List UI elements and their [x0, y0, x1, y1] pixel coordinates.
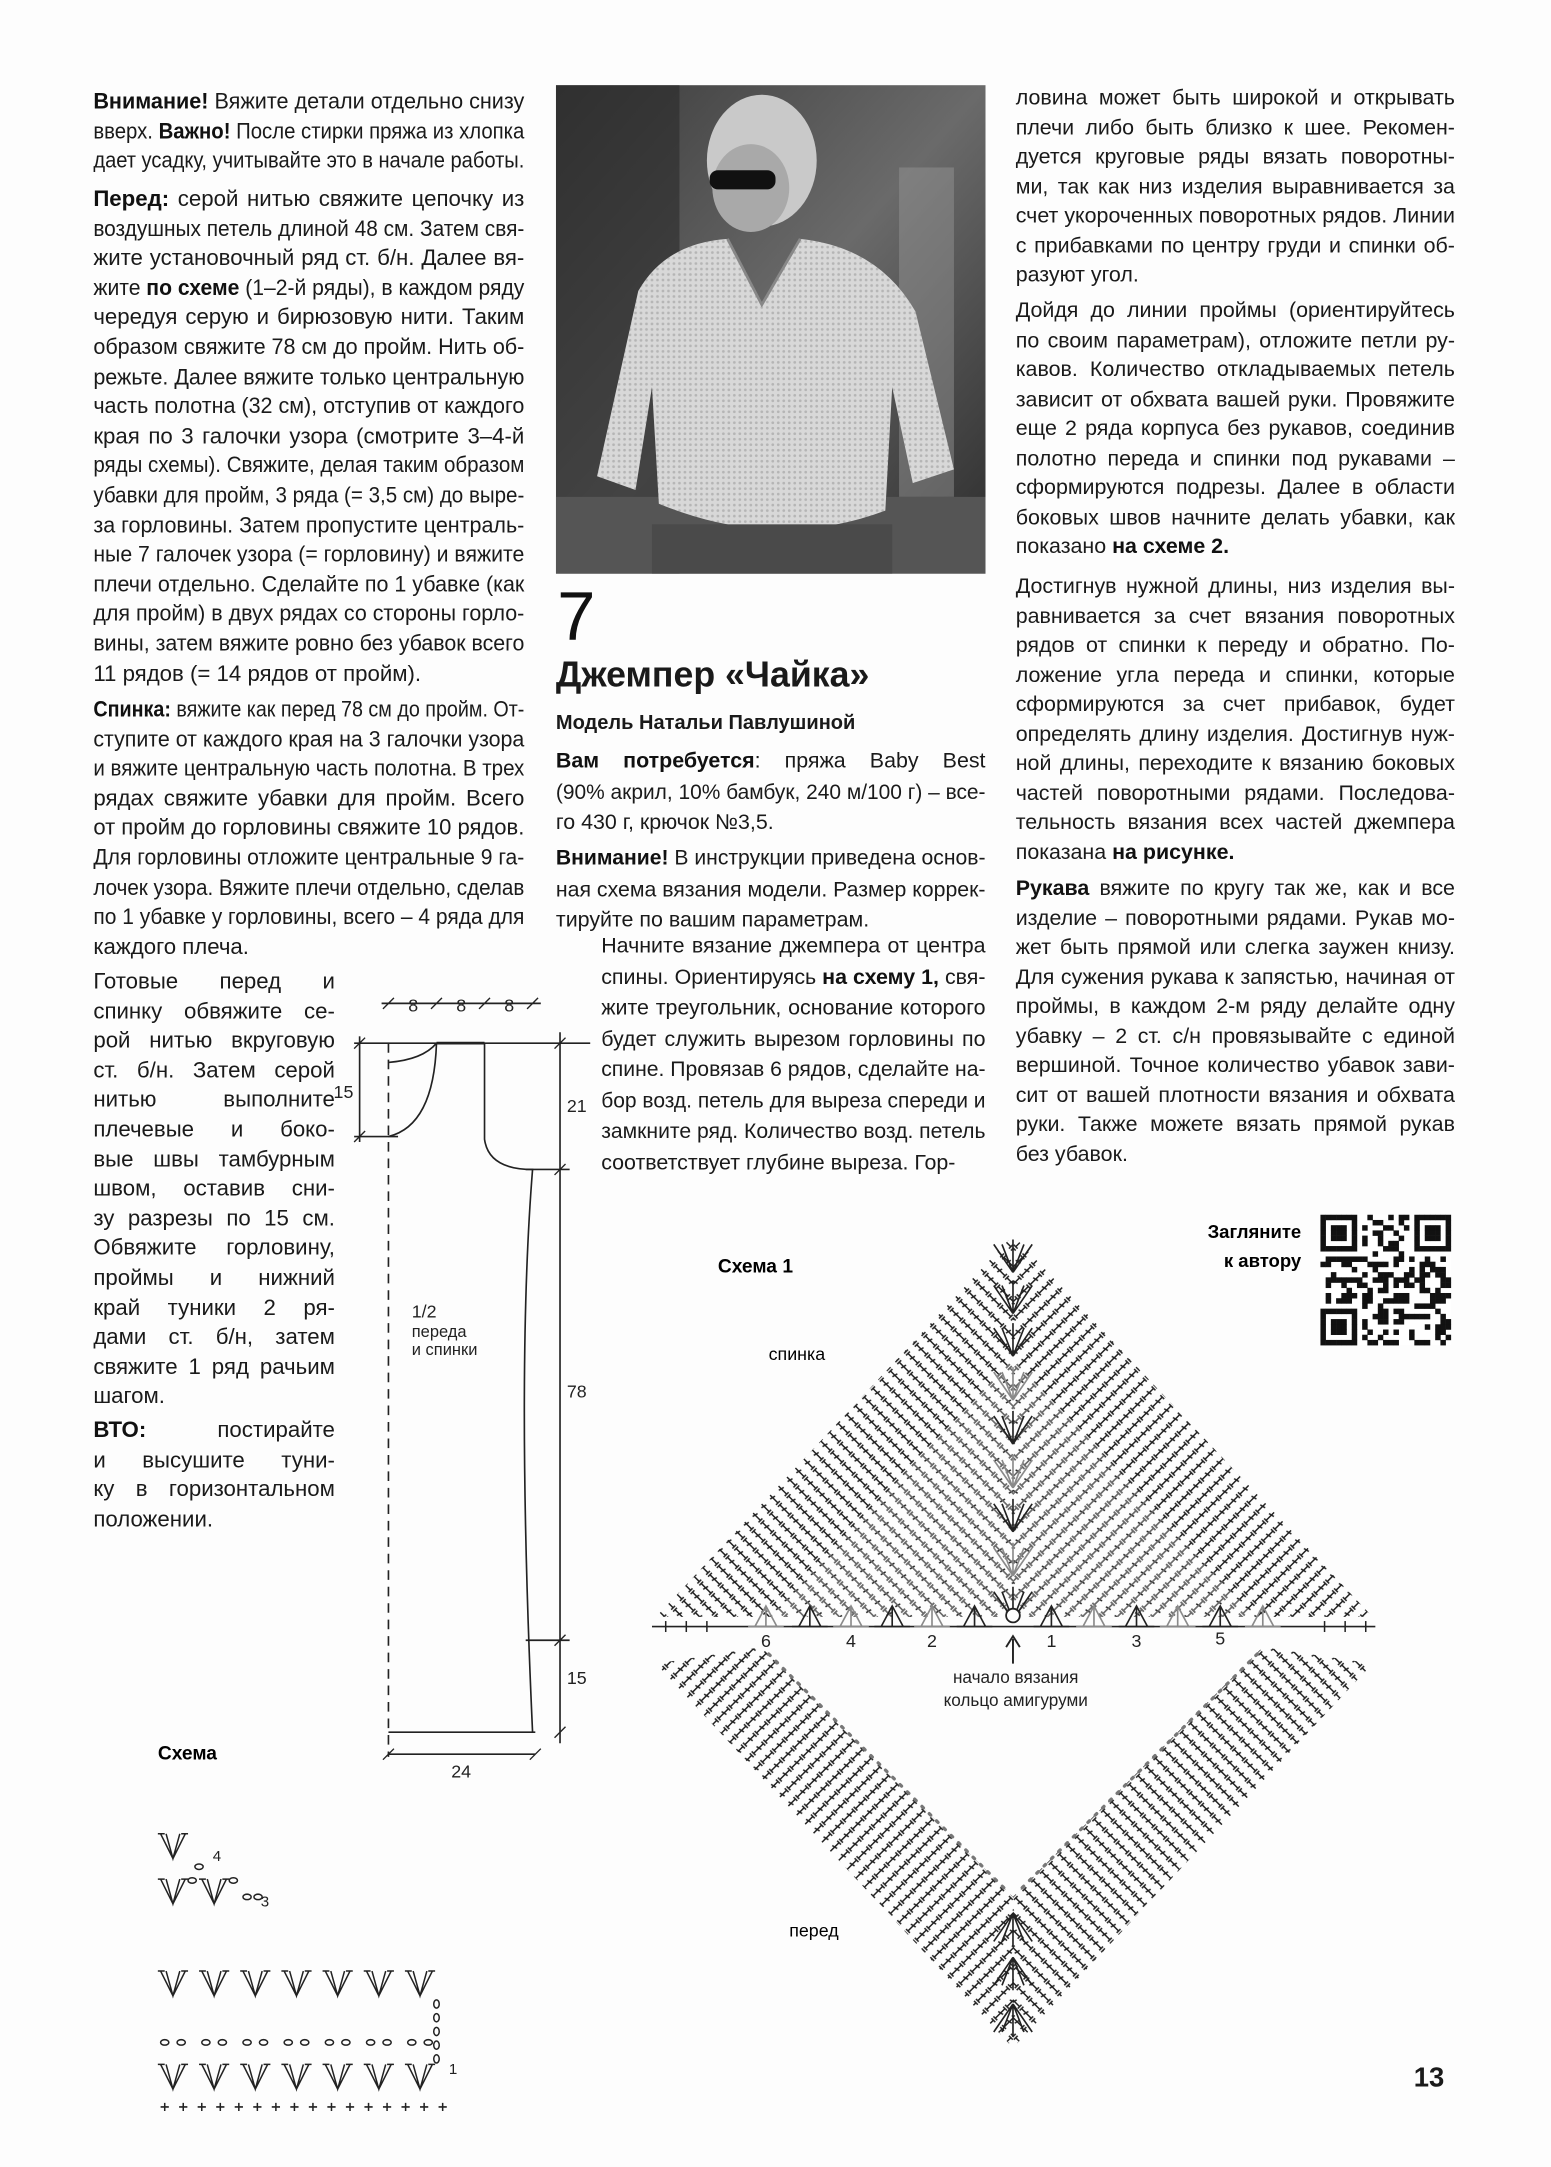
width-label: 8 [456, 995, 467, 1016]
row-label: 3 [260, 1893, 270, 1911]
shell-stitch [199, 1879, 229, 1904]
text-line: края по 3 галочки узора (смотрите 3–4-й [93, 423, 525, 449]
text-line: для пройм) в двух рядах со стороны горло- [93, 601, 525, 627]
text-line: частей поворотными рядами. Последова- [1015, 781, 1455, 806]
text-line: плечевые и боко- [93, 1117, 335, 1142]
text-line: руки. Также можете вязать прямой рукав [1015, 1113, 1455, 1137]
row-number: 3 [1131, 1631, 1142, 1652]
sc-stitch [401, 2103, 409, 2111]
text-line: вершиной. Точное количество убавок зави- [1015, 1054, 1455, 1078]
chain-loop [161, 2040, 169, 2045]
text-line: зу разрезы по 15 см. [93, 1206, 335, 1231]
width-label: 8 [408, 995, 419, 1016]
shell-stitch [405, 1971, 435, 1996]
chain-loop [434, 2000, 439, 2008]
text-line: ст. б/н. Затем серой [93, 1057, 335, 1083]
text-line: Готовые перед и [93, 969, 335, 994]
text-line: замкните ряд. Количество возд. петель [601, 1120, 986, 1144]
chain-loop [259, 2040, 267, 2045]
text-line: свяжите 1 ряд рачьим [93, 1354, 335, 1380]
text-line: рядах свяжите убавки для пройм. Всего [93, 786, 525, 811]
text-line: без убавок. [1015, 1142, 1128, 1167]
text-line: бор возд. петель для выреза спереди и [601, 1089, 986, 1113]
text-line: определять длину изделия. Достигнув нуж- [1015, 722, 1455, 747]
bold-text: Вам потребуется [555, 749, 755, 773]
row-number: 5 [1215, 1628, 1226, 1649]
shell-stitch [158, 1879, 188, 1904]
text-line: сформируются подрезы. Далее в области [1015, 476, 1455, 500]
shell-stitch [323, 1971, 353, 1996]
shell-stitch [199, 1971, 229, 1996]
row-number: 4 [846, 1631, 856, 1652]
sc-stitch [327, 2103, 335, 2111]
text-line: тельность вязания всех частей джемпера [1015, 811, 1455, 835]
start-note: начало вязания [952, 1666, 1079, 1687]
small-stitch-chart [158, 1834, 447, 2111]
text-line: с прибавками по центру груди и спинки об- [1015, 234, 1455, 258]
chain-loop [424, 2040, 432, 2045]
shell-stitch [364, 1971, 394, 1996]
text-line: убавки для пройм, 3 ряда (= 3,5 см) до выре- [93, 483, 525, 508]
chain-loop [229, 1878, 237, 1883]
text-line: ной длины, переходите к вязанию боковых [1015, 752, 1455, 776]
text-line: сит от вашей плотности вязания и обхвата [1015, 1083, 1455, 1108]
shell-stitch [158, 1971, 188, 1996]
row-number: 2 [927, 1631, 937, 1652]
sc-stitch [346, 2103, 354, 2111]
piece-label: переда [411, 1322, 467, 1341]
bold-text: на рисунке. [1112, 840, 1235, 865]
bold-text: Рукава [1015, 877, 1090, 901]
text-line: по 1 убавке у горловины, всего – 4 ряда для [93, 904, 525, 930]
text-line: положении. [93, 1506, 214, 1532]
slit-label: 15 [566, 1668, 587, 1689]
shell-stitch [323, 2064, 353, 2089]
shell-stitch [364, 2064, 394, 2089]
bold-text: на схему 1, [822, 965, 939, 989]
text-line: и высушите туни- [93, 1447, 335, 1473]
text-line: дуется круговые ряды вязать поворотны- [1015, 145, 1455, 169]
start-note: кольцо амигуруми [943, 1690, 1088, 1711]
shell-stitch [240, 1971, 270, 1996]
row-label: 4 [212, 1848, 222, 1866]
text-line: чередуя серую и бирюзовую нити. Таким [93, 305, 525, 330]
text-line: рой нитью вкруговую [93, 1028, 335, 1054]
piece-label: 1/2 [411, 1301, 437, 1322]
sc-stitch [253, 2103, 261, 2111]
chain-loop [218, 2040, 226, 2045]
text-line: Вам потребуется: пряжа Baby Best [555, 749, 986, 773]
text-line: еще 2 ряда корпуса без рукавов, соединив [1015, 417, 1455, 441]
text-line: плечи отдельно. Сделайте по 1 убавке (как [93, 571, 525, 597]
neck-depth-label: 15 [333, 1082, 354, 1103]
text-line: дает усадку, учитывайте это в начале работы. [93, 148, 525, 174]
pattern-author: Модель Натальи Павлушиной [555, 712, 856, 735]
bottom-width-label: 24 [451, 1761, 472, 1782]
text-line: убавку – 2 ст. с/н провязывайте с единой [1015, 1024, 1455, 1048]
text-line: за горловины. Затем пропустите централь- [93, 512, 525, 538]
bold-text: Спинка: [93, 697, 171, 722]
text-line: ные 7 галочек узора (= горловину) и вяжите [93, 542, 525, 568]
text-line: показана на рисунке. [1015, 840, 1235, 865]
text-line: счет укороченных поворотных рядов. Линии [1015, 204, 1455, 228]
text-line: ложение угла переда и спинки, которые [1015, 663, 1455, 687]
text-line: Дойдя до линии проймы (ориентируйтесь [1015, 299, 1455, 323]
shell-stitch [281, 1971, 311, 1996]
pattern-number: 7 [557, 577, 596, 655]
text-line: от пройм до горловины свяжите 10 рядов. [93, 815, 525, 841]
text-line: воздушных петель длиной 48 см. Затем свя- [93, 216, 525, 242]
text-line: жите треугольник, основание которого [601, 996, 986, 1020]
text-line: Рукава вяжите по кругу так же, как и все [1015, 877, 1455, 901]
chain-loop [188, 1878, 196, 1883]
text-line: ВТО: постирайте [93, 1417, 335, 1443]
piece-label: и спинки [411, 1340, 478, 1359]
text-line: ная схема вязания модели. Размер коррек- [555, 877, 986, 902]
chain-loop [202, 2040, 210, 2045]
text-line: равнивается за счет вязания поворотных [1015, 604, 1455, 628]
sc-stitch [179, 2103, 187, 2111]
text-line: показано на схеме 2. [1015, 535, 1230, 559]
bold-text: по схеме [146, 275, 240, 301]
sc-stitch [216, 2103, 224, 2111]
chain-loop [195, 1864, 203, 1869]
qr-caption: к автору [1223, 1249, 1302, 1271]
chain-loop [325, 2040, 333, 2045]
text-line: Спинка: вяжите как перед 78 см до пройм. От- [93, 697, 525, 722]
text-line: дами ст. б/н, затем [93, 1324, 335, 1350]
bold-text: на схеме 2. [1112, 535, 1230, 559]
front-label: перед [789, 1920, 839, 1941]
chain-loop [243, 1894, 251, 1899]
text-line: каждого плеча. [93, 934, 249, 960]
text-line: ми, так как низ изделия выравнивается за [1015, 175, 1455, 199]
chain-loop [383, 2040, 391, 2045]
text-line: 11 рядов (= 14 рядов от пройм). [93, 660, 422, 686]
title-text: Джемпер «Чайка» [555, 653, 870, 695]
text-line: образом свяжите 78 см до пройм. Нить об- [93, 334, 525, 360]
text-line: соответствует глубине выреза. Гор- [601, 1150, 956, 1175]
shell-stitch [158, 2064, 188, 2089]
sc-stitch [198, 2103, 206, 2111]
sc-stitch [420, 2103, 428, 2111]
text-line: край туники 2 ря- [93, 1295, 335, 1320]
sc-stitch [161, 2103, 169, 2111]
small-chart-title: Схема [157, 1743, 217, 1765]
bold-text: Внимание! [555, 846, 669, 871]
text-line: проймы и нижний [93, 1265, 335, 1291]
shell-stitch [199, 2064, 229, 2089]
text-line: шагом. [93, 1384, 165, 1409]
width-label: 8 [504, 995, 515, 1016]
text-line: го 430 г, крючок №3,5. [555, 811, 774, 835]
schematic-labels [334, 996, 587, 1782]
sc-stitch [272, 2103, 280, 2111]
row-number: 6 [760, 1631, 771, 1652]
sc-stitch [309, 2103, 317, 2111]
text-line: жите по схеме (1–2-й ряды), в каждом ряду [93, 275, 525, 301]
chain-loop [408, 2040, 416, 2045]
chain-loop [434, 2014, 439, 2022]
text-line: спинку обвяжите се- [93, 998, 335, 1024]
text-line: Достигнув нужной длины, низ изделия вы- [1015, 575, 1455, 599]
chain-loop [434, 2027, 439, 2035]
text-line: Для горловины отложите центральные 9 га- [93, 845, 525, 871]
text-line: будет служить вырезом горловины по [601, 1027, 986, 1051]
text-line: полотно переда и спинки под рукавами – [1015, 446, 1455, 471]
chart1-title: Схема 1 [717, 1256, 794, 1278]
text-line: ловина может быть широкой и открывать [1015, 86, 1455, 110]
text-line: ряды схемы). Свяжите, делая таким образом [93, 453, 525, 479]
shell-stitch [158, 1834, 188, 1859]
text-line: изделие – поворотными рядами. Рукав мо- [1015, 906, 1455, 930]
text-line: жет быть прямой или слегка заужен книзу. [1015, 936, 1455, 960]
text-line: Внимание! Вяжите детали отдельно снизу [93, 89, 525, 114]
text-line: боковых швов начните делать убавки, как [1015, 505, 1455, 530]
bold-text: Внимание! [93, 89, 209, 114]
text-line: ку в горизонтальном [93, 1477, 335, 1502]
text-line: Начните вязание джемпера от центра [601, 934, 986, 959]
text-line: (90% акрил, 10% бамбук, 240 м/100 г) – все- [555, 780, 986, 804]
text-line: зависит от обхвата вашей руки. Провяжите [1015, 387, 1455, 412]
page-number: 13 [1413, 2063, 1445, 2094]
text-line: режьте. Далее вяжите только центральную [93, 364, 525, 390]
text-line: часть полотна (32 см), отступив от каждого [93, 394, 525, 419]
sc-stitch [235, 2103, 243, 2111]
bold-text: ВТО: [93, 1417, 147, 1443]
sc-stitch [364, 2103, 372, 2111]
text-line: кавов. Количество откладываемых петель [1015, 358, 1455, 382]
text-line: вые швы тамбурным [93, 1146, 335, 1172]
text-line: жите установочный ряд ст. б/н. Далее вя- [93, 245, 525, 271]
text-line: проймы, в каждом 2-м ряду делайте одну [1015, 995, 1455, 1019]
text-line: спины. Ориентируясь на схему 1, свя- [601, 965, 986, 989]
text-line: нитью выполните [93, 1087, 335, 1113]
bold-text: Перед: [93, 186, 170, 212]
text-line: по своим параметрам), отложите петли ру- [1015, 328, 1455, 353]
shell-stitch [405, 2064, 435, 2089]
qr-caption: Загляните [1207, 1221, 1302, 1243]
row-label: 1 [448, 2060, 458, 2078]
chain-loop [342, 2040, 350, 2045]
chain-loop [177, 2040, 185, 2045]
text-line: Внимание! В инструкции приведена основ- [555, 846, 986, 871]
text-line: тируйте по вашим параметрам. [555, 908, 870, 932]
text-line: лочек узора. Вяжите плечи отдельно, сделав [93, 875, 525, 900]
chain-loop [301, 2040, 309, 2045]
bold-text: Важно! [158, 118, 231, 144]
chain-loop [243, 2040, 251, 2045]
armhole-label: 21 [566, 1095, 587, 1116]
text-line: разуют угол. [1015, 263, 1139, 287]
text-line: рядов от спинки к переду и обратно. По- [1015, 634, 1455, 658]
sc-stitch [383, 2103, 391, 2111]
text-line: Обвяжите горловину, [93, 1235, 335, 1261]
text-line: Перед: серой нитью свяжите цепочку из [93, 186, 525, 212]
chain-loop [434, 2055, 439, 2063]
qr-code[interactable] [1320, 1215, 1451, 1346]
text-line: сформируются за счет прибавок, будет [1015, 693, 1455, 717]
chain-loop [434, 2041, 439, 2049]
text-line: Для сужения рукава к запястью, начиная от [1015, 965, 1455, 989]
sc-stitch [290, 2103, 298, 2111]
text-line: швом, оставив сни- [93, 1176, 335, 1202]
sc-stitch [439, 2103, 447, 2111]
row-number: 1 [1046, 1631, 1057, 1652]
back-label: спинка [768, 1344, 826, 1365]
shell-stitch [240, 2064, 270, 2089]
text-line: и вяжите центральную часть полотна. В трех [93, 756, 525, 782]
text-line: спине. Провязав 6 рядов, сделайте на- [601, 1058, 986, 1082]
text-line: ступите от каждого края на 3 галочки узора [93, 726, 525, 752]
garment-schematic [354, 995, 590, 1760]
length-label: 78 [566, 1381, 587, 1402]
shell-stitch [281, 2064, 311, 2089]
text-line: вверх. Важно! После стирки пряжа из хлопка [93, 118, 525, 144]
chain-loop [284, 2040, 292, 2045]
text-line: плечи либо быть близко к шее. Рекомен- [1015, 115, 1455, 140]
chain-loop [366, 2040, 374, 2045]
text-line: вины, затем вяжите ровно без убавок всего [93, 631, 525, 656]
